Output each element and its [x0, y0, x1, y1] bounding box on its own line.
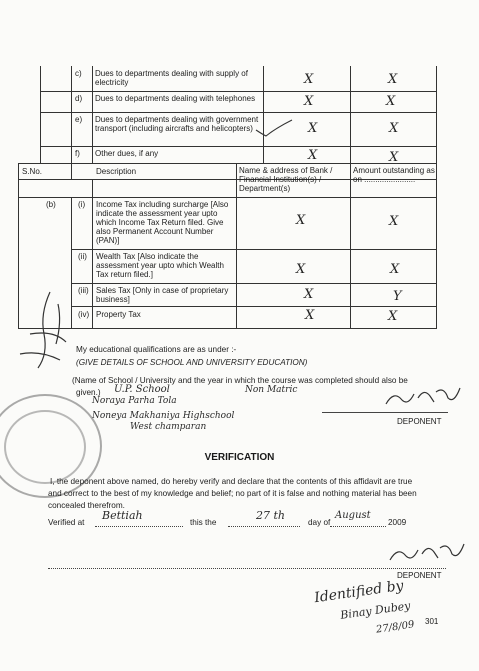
x-mark: X [308, 148, 318, 163]
x-mark: X [389, 121, 399, 136]
deponent-label-2: DEPONENT [397, 571, 442, 580]
row-letter: f) [75, 149, 80, 158]
x-mark: X [386, 94, 396, 109]
row-description: Property Tax [96, 310, 141, 319]
row-number: (iv) [78, 310, 90, 319]
row-description: Sales Tax [Only in case of proprietary business] [96, 286, 229, 304]
x-mark: X [390, 262, 400, 277]
x-mark: X [304, 287, 314, 302]
row-letter: c) [75, 69, 82, 78]
verified-place: Bettiah [102, 509, 143, 522]
identified-date: 27/8/09 [375, 619, 416, 636]
deponent-signature-icon [384, 380, 464, 414]
row-number: (i) [78, 200, 86, 209]
verified-day: 27 th [256, 509, 285, 522]
handwritten-place: West champaran [130, 422, 207, 432]
deponent-label: DEPONENT [397, 417, 442, 426]
x-mark: X [304, 94, 314, 109]
header-amount: Amount outstanding as on ....................... [353, 166, 435, 184]
x-mark: X [296, 262, 306, 277]
x-mark: X [389, 214, 399, 229]
verified-month: August [335, 510, 371, 521]
handwritten-school-1b: Noraya Parha Tola [92, 396, 177, 406]
verification-title: VERIFICATION [204, 452, 275, 463]
identifier-name: Binay Dubey [339, 599, 412, 622]
x-mark: X [304, 72, 314, 87]
education-instruction: (GIVE DETAILS OF SCHOOL AND UNIVERSITY EDUCATION) [76, 358, 308, 367]
x-mark: X [305, 308, 315, 323]
row-description: Other dues, if any [95, 149, 159, 158]
verification-line-3: concealed therefrom. [48, 501, 125, 510]
identified-by: Identified by [313, 577, 405, 607]
notary-stamp-inner-icon [4, 410, 86, 484]
x-mark: X [308, 121, 318, 136]
x-mark: X [296, 213, 306, 228]
verified-at-label: Verified at [48, 518, 85, 527]
verified-year: 2009 [388, 518, 407, 527]
handwritten-school-1: U.P. School [114, 384, 170, 395]
x-mark: X [388, 72, 398, 87]
deponent-signature-2-icon [388, 538, 468, 568]
row-letter: e) [75, 115, 83, 124]
x-mark: X [388, 309, 398, 324]
header-sno: S.No. [22, 167, 43, 176]
education-given: given.) [76, 388, 101, 397]
header-bank: Name & address of Bank / Financial Institution(s) / Department(s) [239, 166, 333, 193]
row-number: (iii) [78, 286, 89, 295]
verification-line-2: and correct to the best of my knowledge and belief; no part of it is false and nothing material has been [48, 489, 417, 498]
row-description: Income Tax including surcharge [Also indicate the assessment year upto which Income Tax Return filed. Give also Permanent Account Number (PAN)] [96, 200, 229, 245]
row-letter: d) [75, 94, 83, 103]
x-mark: X [389, 150, 399, 165]
row-description: Dues to departments dealing with supply of electricity [95, 69, 248, 87]
this-the-label: this the [190, 518, 217, 527]
header-description: Description [96, 167, 137, 176]
margin-signature-icon [10, 284, 80, 374]
handwritten-school-2: Noneya Makhaniya Highschool [92, 411, 235, 421]
row-description: Dues to departments dealing with telephones [95, 94, 256, 103]
page-number: 301 [425, 617, 439, 626]
y-mark: Y [393, 289, 402, 304]
verification-line-1: I, the deponent above named, do hereby verify and declare that the contents of this affidavit are true [50, 477, 413, 486]
section-label: (b) [46, 200, 56, 209]
day-of-label: day of [308, 518, 331, 527]
education-name-line: (Name of School / University and the year in which the course was completed should also be [72, 376, 408, 385]
handwritten-nonmatric: Non Matric [245, 385, 298, 395]
row-number: (ii) [78, 252, 87, 261]
tick-mark-icon [254, 118, 294, 140]
row-description: Wealth Tax [Also indicate the assessment year upto which Wealth Tax return filed.] [96, 252, 224, 279]
education-intro: My educational qualifications are as under :- [76, 345, 237, 354]
row-description: Dues to departments dealing with government transport (including aircrafts and helicopters) [95, 115, 259, 133]
